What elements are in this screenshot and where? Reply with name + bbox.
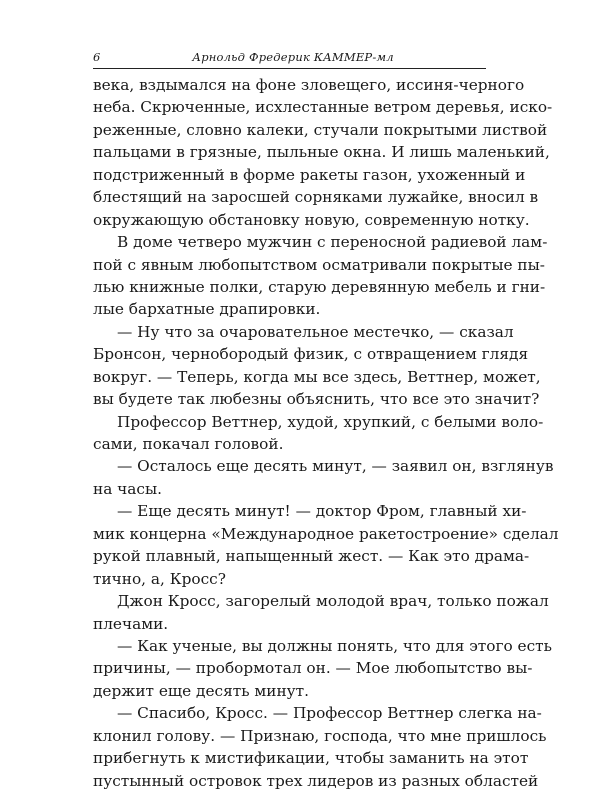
text-line: — Ну что за очаровательное местечко, — сказал [117, 322, 514, 341]
text-line: держит еще десять минут. [93, 681, 310, 700]
text-line: подстриженный в форме ракеты газон, ухоженный и [93, 165, 526, 184]
text-line: причины, — пробормотал он. — Мое любопытство вы- [93, 659, 533, 678]
text-line: на часы. [93, 479, 163, 498]
text-line: Профессор Веттнер, худой, хрупкий, с белыми воло- [117, 412, 544, 431]
text-line: рукой плавный, напыщенный жест. — Как это драма- [93, 547, 530, 566]
text-line: лые бархатные драпировки. [93, 300, 321, 319]
text-line: Джон Кросс, загорелый молодой врач, только пожал [117, 592, 549, 611]
text-line: блестящий на заросшей сорняками лужайке, вносил в [93, 188, 539, 207]
text-line: окружающую обстановку новую, современную нотку. [93, 210, 530, 229]
text-line: сами, покачал головой. [93, 435, 284, 453]
text-line: — Как ученые, вы должны понять, что для этого есть [117, 636, 552, 655]
text-line: мик концерна «Международное ракетостроение» сделал [93, 524, 559, 543]
header-rule [93, 68, 486, 69]
text-line: тично, а, Кросс? [93, 569, 226, 588]
running-head [93, 48, 493, 66]
text-line: Бронсон, чернобородый физик, с отвращением глядя [93, 345, 529, 364]
running-title: Арнольд Фредерик КАММЕР-мл [192, 50, 394, 64]
text-line: пой с явным любопытством осматривали покрытые пы- [93, 255, 545, 274]
text-line: вы будете так любезны объяснить, что все это значит? [93, 390, 540, 409]
text-line: — Еще десять минут! — доктор Фром, главный хи- [117, 502, 527, 521]
text-line: лью книжные полки, старую деревянную мебель и гни- [93, 277, 546, 296]
text-line: клонил голову. — Признаю, господа, что мне пришлось [93, 726, 547, 745]
text-line: пальцами в грязные, пыльные окна. И лишь маленький, [93, 143, 550, 162]
body-text [93, 74, 559, 792]
text-line: неба. Скрюченные, исхлестанные ветром деревья, иско- [93, 98, 553, 117]
text-line: — Спасибо, Кросс. — Профессор Веттнер слегка на- [117, 704, 542, 723]
text-line: В доме четверо мужчин с переносной радиевой лам- [117, 233, 548, 252]
text-line: века, вздымался на фоне зловещего, иссиня-черного [93, 76, 525, 94]
text-line: — Осталось еще десять минут, — заявил он, взглянув [117, 457, 554, 476]
text-line: прибегнуть к мистификации, чтобы заманить на этот [93, 749, 529, 768]
text-line: пустынный островок трех лидеров из разных областей [93, 771, 539, 790]
text-line: реженные, словно калеки, стучали покрытыми листвой [93, 120, 548, 139]
page-number: 6 [93, 50, 101, 64]
text-line: вокруг. — Теперь, когда мы все здесь, Веттнер, может, [93, 367, 541, 386]
text-line: плечами. [93, 614, 169, 633]
